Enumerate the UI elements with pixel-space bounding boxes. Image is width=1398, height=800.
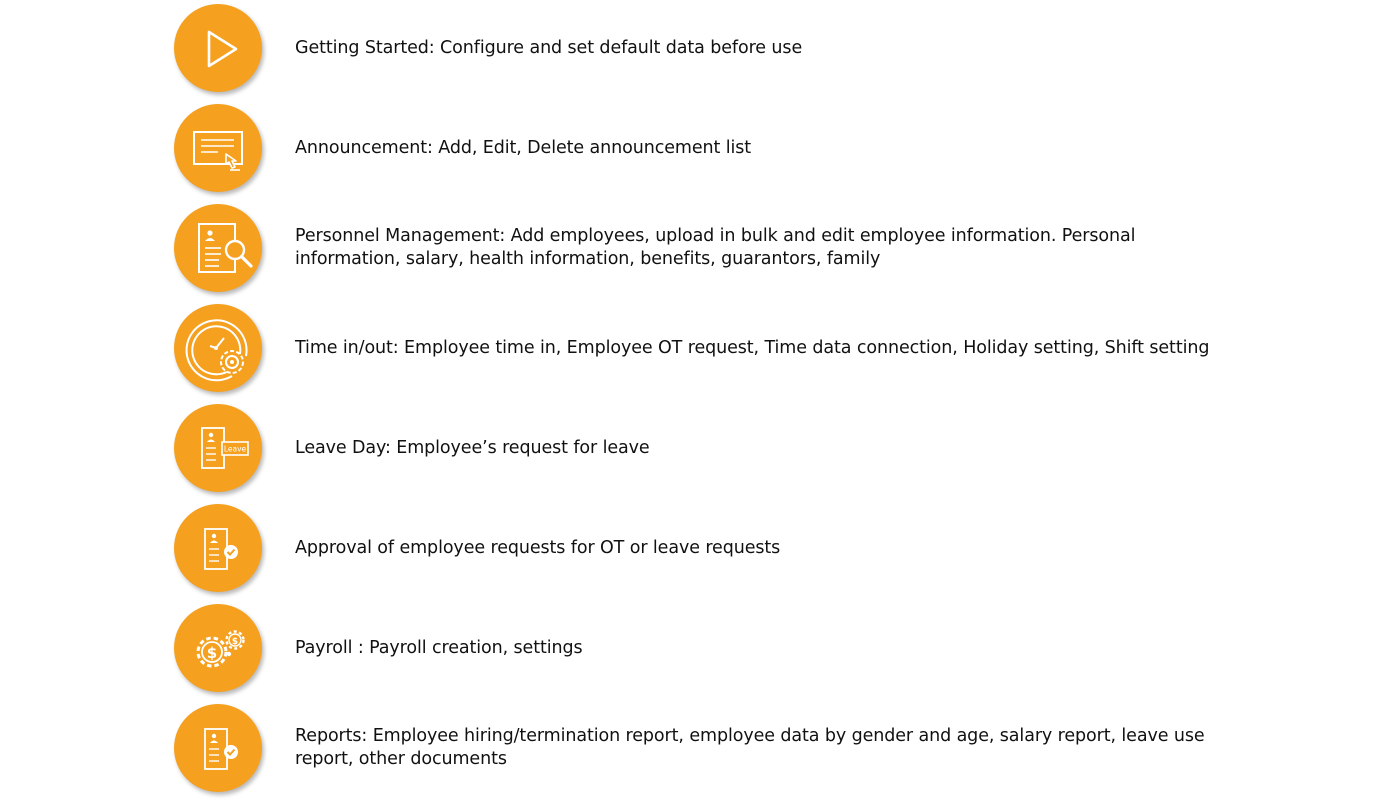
feature-description: Payroll : Payroll creation, settings <box>295 637 583 658</box>
feature-row-time <box>0 300 1398 400</box>
feature-row-leave <box>0 400 1398 500</box>
feature-description: Leave Day: Employee’s request for leave <box>295 437 650 458</box>
feature-description: Reports: Employee hiring/termination report, employee data by gender and age, salary report, leave use report, other documents <box>295 726 1205 769</box>
approved-document-icon <box>174 504 262 592</box>
feature-row-getting-started <box>0 0 1398 100</box>
personnel-search-icon <box>174 204 262 292</box>
feature-row-approval <box>0 500 1398 600</box>
feature-row-reports <box>0 700 1398 800</box>
feature-row-personnel <box>0 200 1398 300</box>
leave-document-icon <box>174 404 262 492</box>
feature-description: Time in/out: Employee time in, Employee OT request, Time data connection, Holiday setting, Shift setting <box>295 337 1210 358</box>
feature-description: Announcement: Add, Edit, Delete announcement list <box>295 137 752 158</box>
feature-description: Personnel Management: Add employees, upload in bulk and edit employee information. Personal information, salary, health information, benefits, guarantors, family <box>295 226 1136 269</box>
feature-row-announcement <box>0 100 1398 200</box>
report-document-icon <box>174 704 262 792</box>
feature-description: Getting Started: Configure and set default data before use <box>295 37 803 58</box>
announcement-board-icon <box>174 104 262 192</box>
play-icon <box>174 4 262 92</box>
svg-text:$: $ <box>231 637 239 647</box>
leave-icon-label: Leave <box>223 444 247 454</box>
payroll-gears-icon <box>174 604 262 692</box>
feature-description: Approval of employee requests for OT or leave requests <box>295 537 781 558</box>
svg-text:$: $ <box>206 644 218 662</box>
clock-gear-icon <box>174 304 262 392</box>
feature-row-payroll <box>0 600 1398 700</box>
